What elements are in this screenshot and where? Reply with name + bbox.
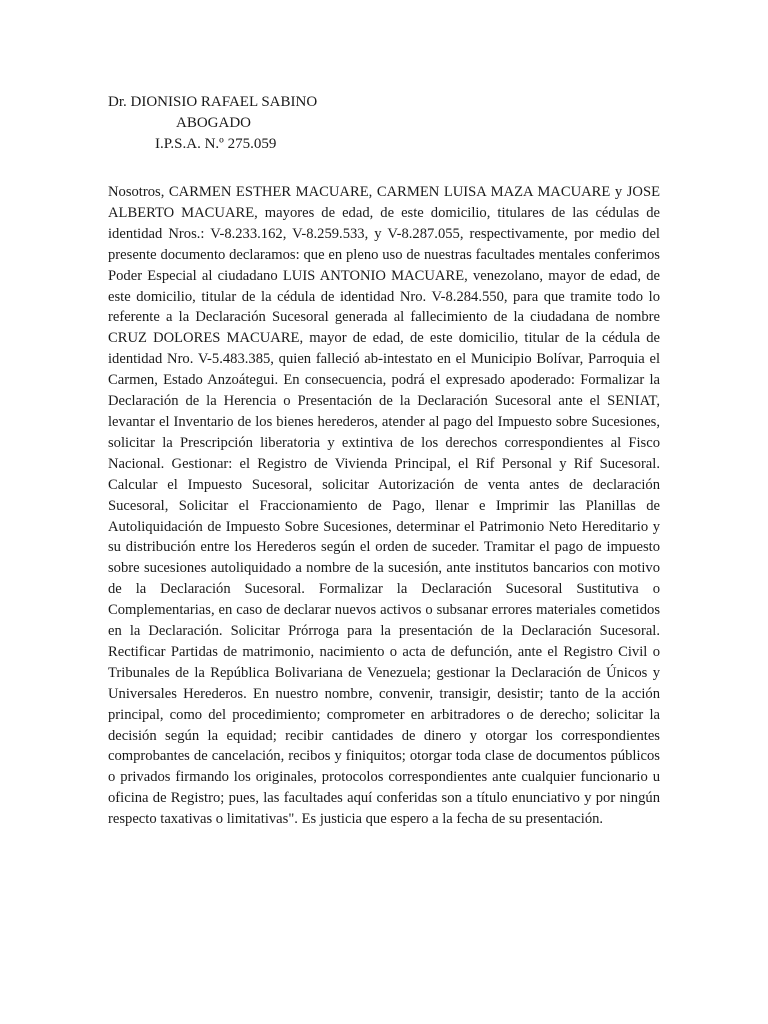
power-of-attorney-paragraph: Nosotros, CARMEN ESTHER MACUARE, CARMEN LUISA MAZA MACUARE y JOSE ALBERTO MACUARE, mayores de edad, de este domicilio, titulares de las cédulas de identidad Nros.: V-8.233.162, V-8.259.533, y V-8.287.055, respectivamente, por medio del presente documento declaramos: que en pleno uso de nuestras facultades mentales conferimos Poder Especial al ciudadano LUIS ANTONIO MACUARE, venezolano, mayor de edad, de este domicilio, titular de la cédula de identidad Nro. V-8.284.550, para que tramite todo lo referente a la Declaración Sucesoral generada al fallecimiento de la ciudadana de nombre CRUZ DOLORES MACUARE, mayor de edad, de este domicilio, titular de la cédula de identidad Nro. V-5.483.385, quien falleció ab-intestato en el Municipio Bolívar, Parroquia el Carmen, Estado Anzoátegui. En consecuencia, podrá el expresado apoderado: Formalizar la Declaración de la Herencia o Presentación de la Declaración Sucesoral ante el SENIAT, levantar el Inventario de los bienes herederos, atender al pago del Impuesto sobre Sucesiones, solicitar la Prescripción liberatoria y extintiva de los derechos correspondientes al Fisco Nacional. Gestionar: el Registro de Vivienda Principal, el Rif Personal y Rif Sucesoral. Calcular el Impuesto Sucesoral, solicitar Autorización de venta antes de declaración Sucesoral, Solicitar el Fraccionamiento de Pago, llenar e Imprimir las Planillas de Autoliquidación de Impuesto Sobre Sucesiones, determinar el Patrimonio Neto Hereditario y su distribución entre los Herederos según el orden de suceder. Tramitar el pago de impuesto sobre sucesiones autoliquidado a nombre de la sucesión, ante institutos bancarios con motivo de la Declaración Sucesoral. Formalizar la Declaración Sucesoral Sustitutiva o Complementarias, en caso de declarar nuevos activos o subsanar errores materiales cometidos en la Declaración. Solicitar Prórroga para la presentación de la Declaración Sucesoral. Rectificar Partidas de matrimonio, nacimiento o acta de defunción, ante el Registro Civil o Tribunales de la República Bolivariana de Venezuela; gestionar la Declaración de Únicos y Universales Herederos. En nuestro nombre, convenir, transigir, desistir; tanto de la acción principal, como del procedimiento; comprometer en arbitradores o de derecho; solicitar la decisión según la equidad; recibir cantidades de dinero y otorgar los correspondientes comprobantes de cancelación, recibos y finiquitos; otorgar toda clase de documentos públicos o privados firmando los originales, protocolos correspondientes ante cualquier funcionario u oficina de Registro; pues, las facultades aquí conferidas son a título enunciativo y por ningún respecto taxativas o limitativas". Es justicia que espero a la fecha de su presentación. <box>108 184 660 828</box>
letterhead <box>108 92 508 155</box>
lawyer-title: ABOGADO <box>176 115 251 131</box>
ipsa-number: I.P.S.A. N.º 275.059 <box>155 136 277 152</box>
lawyer-name: Dr. DIONISIO RAFAEL SABINO <box>108 94 318 110</box>
